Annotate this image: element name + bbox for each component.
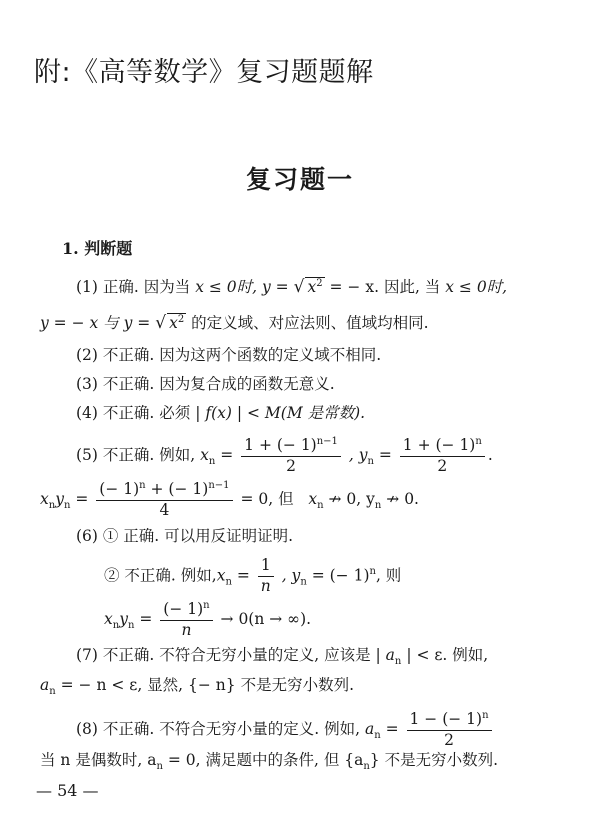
page-number: — 54 — bbox=[36, 781, 99, 800]
item-3: (3) 不正确. 因为复合成的函数无意义. bbox=[76, 375, 335, 393]
chapter-title: 复习题一 bbox=[245, 165, 354, 194]
item-7-line-1: (7) 不正确. 不符合无穷小量的定义, 应该是 | $a_n$ | < ε. 例如, bbox=[76, 646, 489, 668]
item-1-line-1: (1) 正确. 因为当 x ≤ 0时, y = √ $x^2$ = − x. 因此, 当 x ≤ 0时, bbox=[76, 277, 508, 298]
section-title: 1. 判断题 bbox=[62, 239, 133, 258]
item-7-line-2: $a_n$ = − n < ε, 显然, {− n} 不是无穷小数列. bbox=[40, 676, 355, 698]
item-6-line-1: (6) ① 正确. 可以用反证明证明. bbox=[76, 527, 294, 545]
item-6-line-2: ② 不正确. 例如$,x_n$ = $\frac{1}{n}$ , $y_n$ = (− 1)$^n$, 则 bbox=[104, 556, 402, 595]
book-header-title: 附:《高等数学》复习题题解 bbox=[34, 57, 374, 88]
item-2: (2) 不正确. 因为这两个函数的定义域不相同. bbox=[76, 346, 382, 364]
item-1-line-2: y = − x 与 y = √ $x^2$ 的定义域、对应法则、值域均相同. bbox=[40, 313, 429, 334]
item-5-line-2: $x_ny_n$ = $\frac{(- 1)^n + (- 1)^{n-1}}{4}$ = 0, 但 $x_n$ ↛ 0, $y_n$ ↛ 0. bbox=[40, 480, 419, 519]
item-8-line-2: 当 n 是偶数时, $a_n = 0$, 满足题中的条件, 但 $\{a_n\}$ 不是无穷小数列. bbox=[40, 751, 499, 773]
item-5-line-1: (5) 不正确. 例如, $x_n$ = $\frac{1 + (- 1)^{n-1}}{2}$ , $y_n$ = $\frac{1 + (- 1)^n}{2}$ . bbox=[76, 436, 493, 475]
item-4: (4) 不正确. 必须 | f(x) | < M(M 是常数). bbox=[76, 404, 366, 422]
sqrt-x-squared: $x^2$ bbox=[307, 278, 323, 297]
fraction: $\frac{1 + (- 1)^{n-1}}{2}$ bbox=[241, 436, 341, 476]
item-8-line-1: (8) 不正确. 不符合无穷小量的定义. 例如, $a_n$ = $\frac{1 - (- 1)^n}{2}$ bbox=[76, 710, 495, 750]
item-6-line-3: $x_ny_n$ = $\frac{(- 1)^n}{n}$ → 0(n → ∞). bbox=[104, 600, 312, 639]
